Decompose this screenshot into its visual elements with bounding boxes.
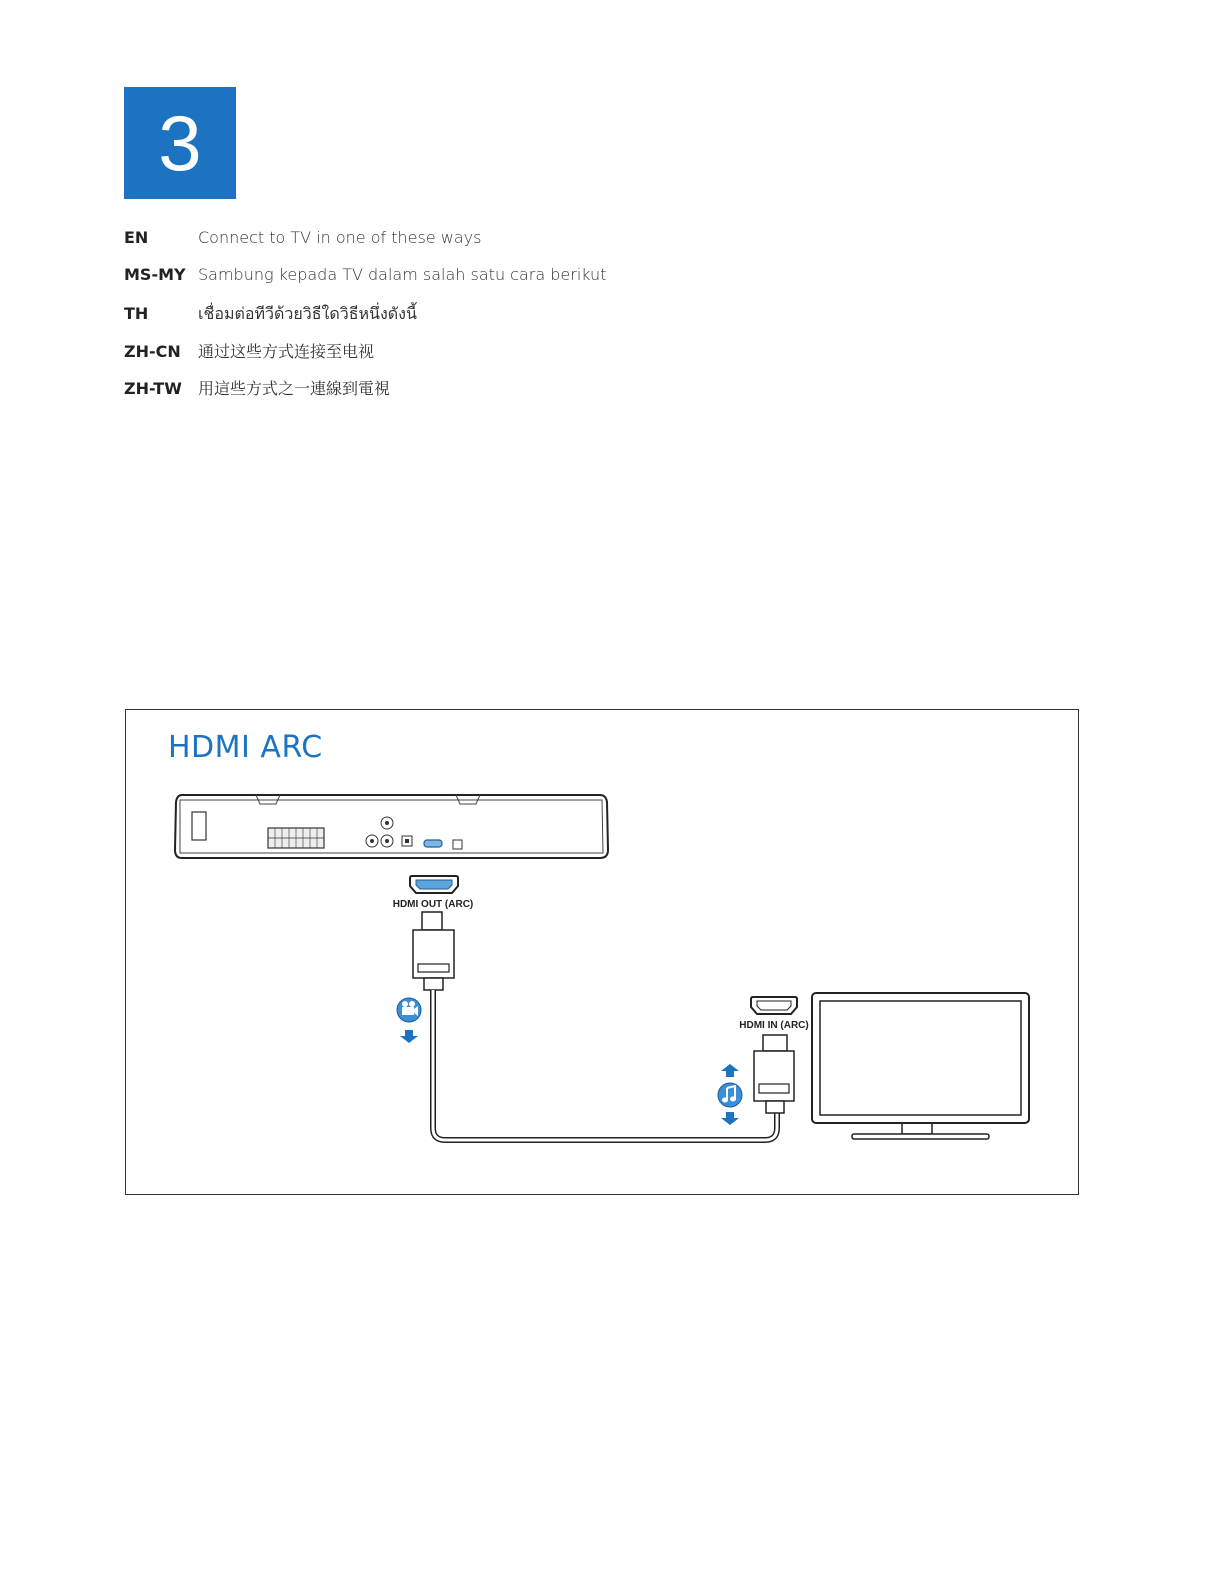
lang-row-en: [124, 228, 824, 265]
hdmi-in-port-icon: [751, 997, 797, 1014]
lang-text: Sambung kepada TV dalam salah satu cara berikut: [198, 265, 607, 284]
arrow-up-icon: [721, 1064, 739, 1077]
hdmi-in-plug: [754, 1035, 794, 1113]
hdmi-cable-inner: [433, 990, 777, 1140]
connection-diagram: [126, 710, 1078, 1194]
hdmi-in-label: HDMI IN (ARC): [739, 1020, 809, 1031]
arrow-down-icon: [721, 1112, 739, 1125]
step-number: 3: [158, 99, 202, 187]
lang-text: 用這些方式之一連線到電視: [198, 379, 391, 398]
lang-code: ZH-TW: [124, 379, 182, 398]
hdmi-out-label: HDMI OUT (ARC): [392, 899, 474, 910]
soundbar-back-panel: [175, 795, 608, 858]
hdmi-out-port-icon: [410, 876, 458, 893]
lang-row-th: [124, 302, 824, 339]
lang-row-zh-tw: [124, 376, 824, 413]
speaker-terminal-block: [268, 828, 324, 848]
video-icon: [397, 998, 421, 1022]
hdmi-arc-figure: [125, 709, 1079, 1195]
lang-text: 通过这些方式连接至电视: [198, 342, 375, 361]
hdmi-cable-outer: [433, 990, 777, 1140]
lang-code: TH: [124, 304, 149, 323]
arrow-down-icon: [400, 1030, 418, 1043]
lang-code: ZH-CN: [124, 342, 181, 361]
hdmi-port-highlight: [424, 840, 442, 847]
lang-row-zh-cn: [124, 339, 824, 376]
lang-row-ms-my: [124, 265, 824, 302]
step-number-badge: [124, 87, 236, 199]
figure-title: HDMI ARC: [168, 730, 323, 765]
lang-text: Connect to TV in one of these ways: [198, 228, 482, 247]
lang-code: MS-MY: [124, 265, 186, 284]
tv-icon: [812, 993, 1029, 1139]
lang-code: EN: [124, 228, 149, 247]
hdmi-out-plug: [413, 912, 454, 990]
music-icon: [718, 1083, 742, 1107]
lang-text: เชื่อมต่อทีวีด้วยวิธีใดวิธีหนึ่งดังนี้: [198, 304, 417, 323]
language-instruction-list: [124, 228, 824, 413]
